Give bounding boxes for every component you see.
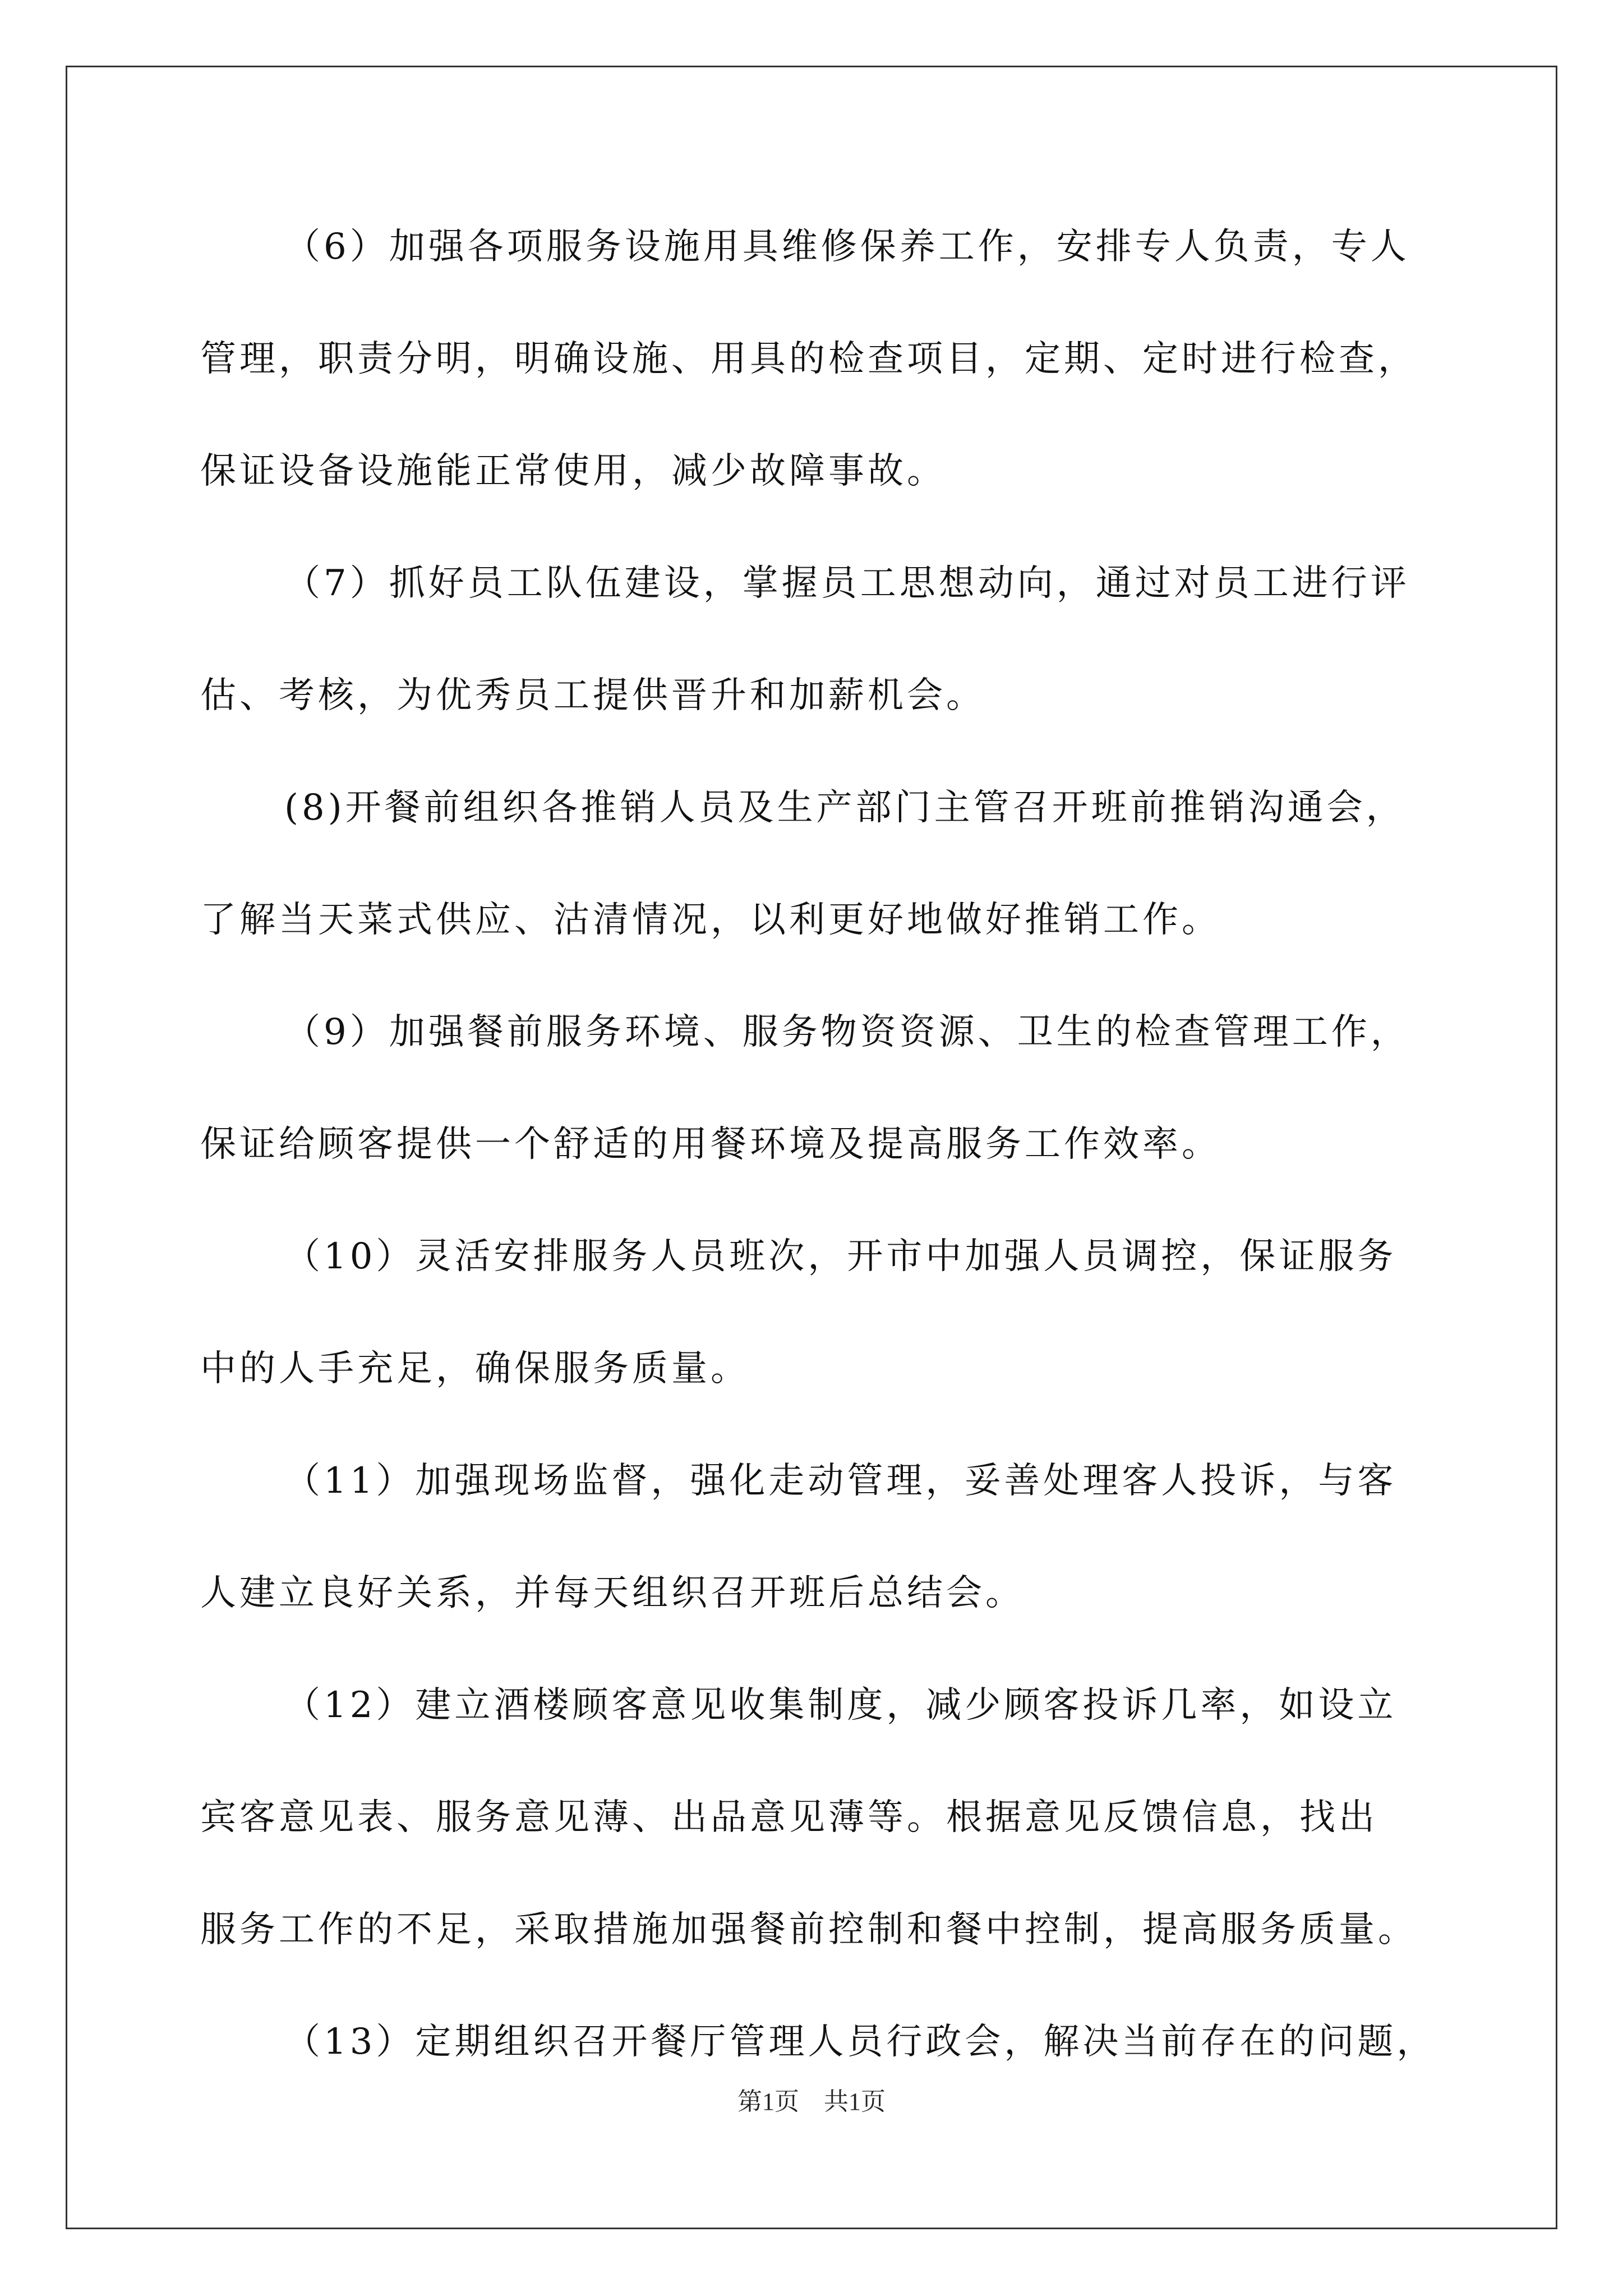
text-line: 了解当天菜式供应、沽清情况，以利更好地做好推销工作。 — [200, 899, 1221, 941]
text-line: 中的人手充足，确保服务质量。 — [200, 1348, 750, 1389]
text-line: 人建立良好关系，并每天组织召开班后总结会。 — [200, 1572, 1025, 1614]
text-line: （6）加强各项服务设施用具维修保养工作，安排专人负责，专人 — [284, 226, 1410, 268]
text-line: （12）建立酒楼顾客意见收集制度，减少顾客投诉几率，如设立 — [284, 1685, 1397, 1726]
text-line: 保证给顾客提供一个舒适的用餐环境及提高服务工作效率。 — [200, 1124, 1221, 1165]
text-line: 服务工作的不足，采取措施加强餐前控制和餐中控制，提高服务质量。 — [200, 1909, 1417, 1950]
document-body — [200, 213, 1434, 2120]
text-line: 管理，职责分明，明确设施、用具的检查项目，定期、定时进行检查， — [200, 338, 1417, 380]
text-line: （7）抓好员工队伍建设，掌握员工思想动向，通过对员工进行评 — [284, 563, 1410, 604]
text-line: 估、考核，为优秀员工提供晋升和加薪机会。 — [200, 675, 985, 716]
text-line: 保证设备设施能正常使用，减少故障事故。 — [200, 450, 946, 492]
text-line: 宾客意见表、服务意见薄、出品意见薄等。根据意见反馈信息，找出 — [200, 1797, 1378, 1838]
text-line: (8)开餐前组织各推销人员及生产部门主管召开班前推销沟通会， — [284, 787, 1405, 829]
text-line: （13）定期组织召开餐厅管理人员行政会，解决当前存在的问题， — [284, 2021, 1436, 2063]
text-line: （11）加强现场监督，强化走动管理，妥善处理客人投诉，与客 — [284, 1460, 1397, 1502]
text-line: （10）灵活安排服务人员班次，开市中加强人员调控，保证服务 — [284, 1236, 1397, 1277]
page-footer: 第1页 共1页 — [737, 2088, 886, 2115]
text-line: （9）加强餐前服务环境、服务物资资源、卫生的检查管理工作， — [284, 1011, 1410, 1053]
